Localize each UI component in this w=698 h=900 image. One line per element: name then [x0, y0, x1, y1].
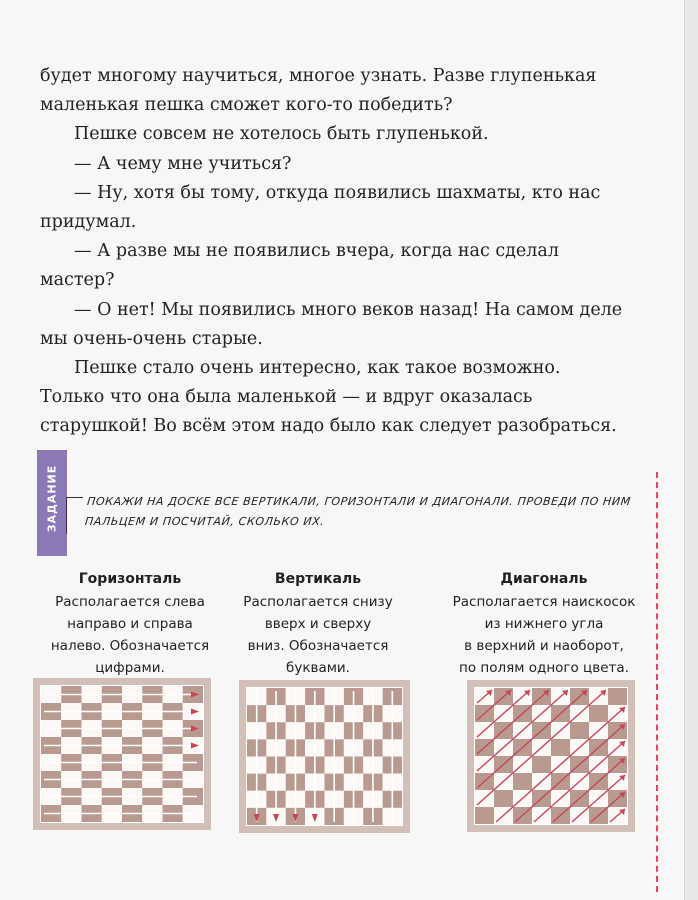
desc-line: Располагается наискосок — [452, 594, 636, 610]
chessboard-diagonal-illustration — [467, 680, 635, 832]
board-square — [551, 739, 570, 756]
card-diagonal — [444, 570, 644, 679]
desc-line: из нижнего угла — [484, 616, 604, 632]
desc-line: вниз. Обозначается — [247, 638, 389, 654]
paragraph-4: — Ну, хотя бы тому, откуда появились шахматы, кто нас придумал. — [40, 182, 601, 233]
card-description — [444, 591, 644, 679]
desc-line: вверх и сверху — [264, 616, 372, 632]
task-bracket — [66, 497, 83, 534]
desc-line: Располагается слева — [55, 594, 205, 610]
desc-line: по полям одного цвета. — [459, 660, 629, 676]
paragraph-7: Пешке стало очень интересно, как такое возможно. Только что она была маленькой — и вдруг оказалась старушкой! Во всём этом надо было как следует разобраться. — [40, 358, 617, 437]
board-diagonal — [467, 680, 635, 832]
desc-line: направо и справа — [67, 616, 193, 632]
dashed-border — [656, 472, 662, 892]
board-vertical — [239, 680, 410, 833]
card-vertical — [218, 570, 418, 679]
card-title: Диагональ — [500, 571, 588, 587]
board-square — [513, 773, 532, 790]
card-title: Горизонталь — [78, 571, 182, 587]
desc-line: в верхний и наоборот, — [464, 638, 624, 654]
paragraph-2: Пешке совсем не хотелось быть глупенькой. — [74, 124, 489, 145]
board-square — [608, 688, 627, 705]
board-horizontal — [33, 678, 211, 830]
desc-line: налево. Обозначается — [50, 638, 210, 654]
card-title: Вертикаль — [274, 571, 362, 587]
card-description — [30, 591, 230, 679]
board-square — [532, 756, 551, 773]
page-edge — [684, 0, 698, 900]
chessboard-horizontal-illustration — [33, 678, 211, 830]
paragraph-3: — А чему мне учиться? — [74, 153, 292, 174]
card-description — [218, 591, 418, 679]
desc-line: буквами. — [286, 660, 350, 676]
paragraph-6: — О нет! Мы появились много веков назад! На самом деле мы очень-очень старые. — [40, 299, 623, 349]
paragraph-5: — А разве мы не появились вчера, когда нас сделал мастер? — [40, 241, 559, 291]
card-horizontal — [30, 570, 230, 679]
board-square — [494, 790, 513, 807]
task-tab — [37, 450, 67, 556]
board-square — [570, 722, 589, 739]
story-text — [40, 62, 625, 442]
chessboard-vertical-illustration — [239, 680, 410, 833]
desc-line: Располагается снизу — [243, 594, 393, 610]
paragraph-1: будет многому научиться, многое узнать. Разве глупенькая маленькая пешка сможет кого-то победить? — [40, 66, 597, 116]
task-tab-label: ЗАДАНИЕ — [45, 464, 59, 533]
board-square — [475, 807, 494, 824]
task-text: ПОКАЖИ НА ДОСКЕ ВСЕ ВЕРТИКАЛИ, ГОРИЗОНТАЛИ И ДИАГОНАЛИ. ПРОВЕДИ ПО НИМ ПАЛЬЦЕМ И ПОСЧИТАЙ, СКОЛЬКО ИХ. — [84, 495, 632, 528]
desc-line: цифрами. — [95, 660, 165, 676]
board-square — [589, 705, 608, 722]
